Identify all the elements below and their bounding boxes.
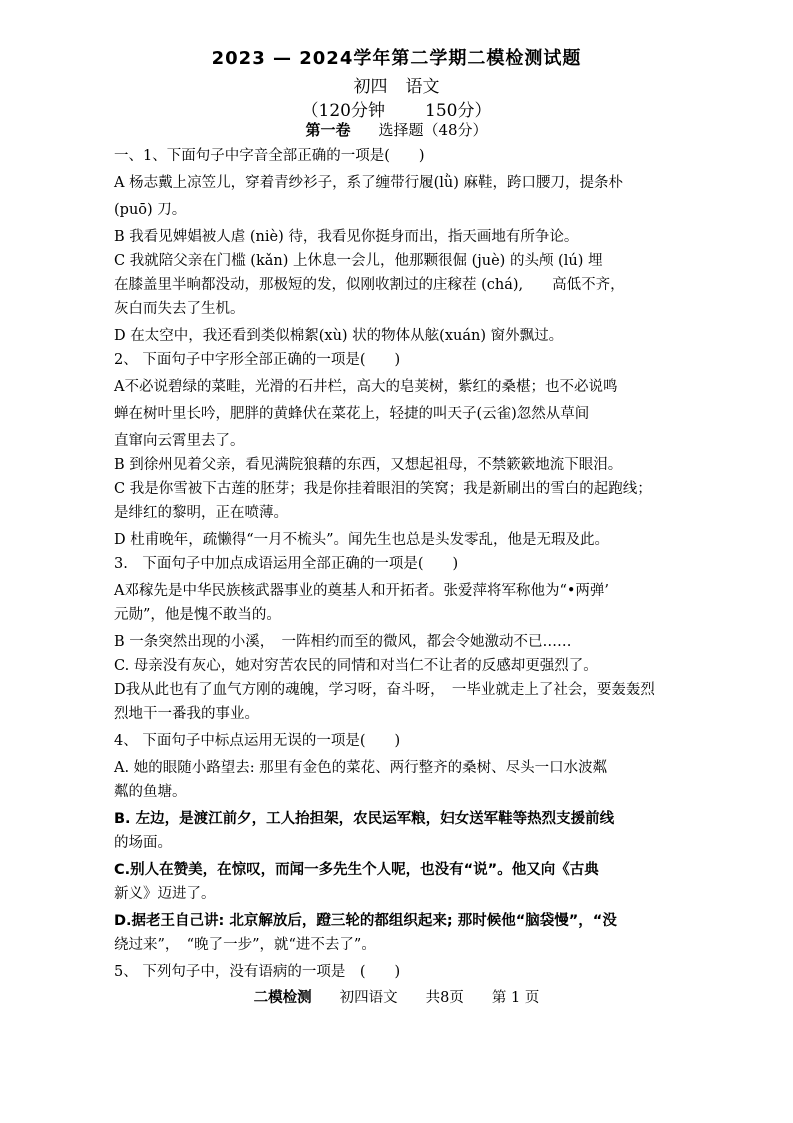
q3-option-a: A邓稼先是中华民族核武器事业的奠基人和开拓者。张爱萍将军称他为“•两弹’ xyxy=(114,583,610,599)
exam-score: 150分） xyxy=(425,101,492,121)
q2-stem: 2、 下面句子中字形全部正确的一项是( ) xyxy=(114,352,401,368)
q1-option-b: B 我看见婢娼被人虐 (niè) 待，我看见你挺身而出，指天画地有所争论。 xyxy=(114,229,579,245)
q4-option-a-cont: 粼的鱼塘。 xyxy=(114,784,187,800)
footer-page-number: 第 1 页 xyxy=(491,990,540,1006)
q4-stem: 4、 下面句子中标点运用无误的一项是( ) xyxy=(114,733,401,749)
exam-title: 2023 — 2024学年第二学期二模检测试题 xyxy=(211,48,582,69)
time-score xyxy=(0,96,793,121)
subject: 语文 xyxy=(405,77,440,97)
q2-option-b: B 到徐州见着父亲，看见满院狼藉的东西，又想起祖母，不禁簌簌地流下眼泪。 xyxy=(114,457,623,473)
q2-option-c: C 我是你雪被下古莲的胚芽；我是你挂着眼泪的笑窝；我是新刷出的雪白的起跑线； xyxy=(114,481,652,497)
q1-stem: 一、1、下面句子中字音全部正确的一项是( ) xyxy=(114,148,425,164)
section-label: 第一卷 xyxy=(305,121,351,139)
q2-option-a: A不必说碧绿的菜畦，光滑的石井栏，高大的皂荚树，紫红的桑椹；也不必说鸣 xyxy=(114,379,618,395)
q1-option-c-cont2: 灰白而失去了生机。 xyxy=(114,301,245,317)
grade-subject xyxy=(0,72,793,97)
q4-option-a: A. 她的眼随小路望去: 那里有金色的菜花、两行整齐的桑树、尽头一口水波粼 xyxy=(114,760,608,776)
q4-option-d: D.据老王自己讲: 北京解放后，蹬三轮的都组织起来; 那时候他“脑袋慢”，“没 xyxy=(114,913,617,929)
q3-option-b: B 一条突然出现的小溪， 一阵相约而至的微风，都会令她激动不已…… xyxy=(114,634,572,650)
q2-option-c-cont: 是绯红的黎明，正在喷薄。 xyxy=(114,505,288,521)
q1-option-d: D 在太空中，我还看到类似棉絮(xù) 状的物体从舷(xuán) 窗外飘过。 xyxy=(114,328,564,344)
footer-subject: 初四语文 xyxy=(339,990,398,1006)
q2-option-d: D 杜甫晚年，疏懒得“一月不梳头”。闻先生也总是头发零乱，他是无瑕及此。 xyxy=(114,532,610,548)
exam-time: （120分钟 xyxy=(301,101,385,121)
section-heading xyxy=(0,119,793,140)
q3-option-c: C. 母亲没有灰心，她对穷苦农民的同情和对当仁不让者的反感却更强烈了。 xyxy=(114,658,598,674)
q1-option-a-cont: (puō) 刀。 xyxy=(114,202,187,218)
q2-option-a-cont: 蝉在树叶里长吟，肥胖的黄蜂伏在菜花上，轻捷的叫天子(云雀)忽然从草间 xyxy=(114,406,590,422)
q1-option-c-cont: 在膝盖里半晌都没动，那极短的发，似刚收割过的庄稼茬 (chá), 高低不齐， xyxy=(114,277,625,293)
footer-exam-name: 二模检测 xyxy=(253,990,312,1006)
q2-option-a-cont2: 直窜向云霄里去了。 xyxy=(114,433,245,449)
question-body xyxy=(114,144,744,984)
q3-option-a-cont: 元勋”，他是愧不敢当的。 xyxy=(114,607,281,623)
q4-option-c: C.别人在赞美，在惊叹，而闻一多先生个人呢，也没有“说”。他又向《古典 xyxy=(114,862,599,878)
page-footer xyxy=(0,986,793,1007)
q1-option-c: C 我就陪父亲在门槛 (kǎn) 上休息一会儿，他那颗很倔 (juè) 的头颅 (lú) 埋 xyxy=(114,253,603,269)
q5-stem: 5、 下列句子中，没有语病的一项是 ( ) xyxy=(114,964,401,980)
q3-option-d: D我从此也有了血气方刚的魂魄，学习呀，奋斗呀， 一毕业就走上了社会，要轰轰烈 xyxy=(114,682,655,698)
q4-option-d-cont: 绕过来”， “晚了一步”，就“进不去了”。 xyxy=(114,937,376,953)
q4-option-b-cont: 的场面。 xyxy=(114,835,172,851)
q4-option-c-cont: 新义》迈进了。 xyxy=(114,886,216,902)
section-desc: 选择题（48分） xyxy=(378,121,488,139)
q3-option-d-cont: 烈地干一番我的事业。 xyxy=(114,706,259,722)
q1-option-a: A 杨志戴上凉笠儿，穿着青纱衫子，系了缠带行履(lǜ) 麻鞋，跨口腰刀，提条朴 xyxy=(114,175,623,191)
q3-stem: 3. 下面句子中加点成语运用全部正确的一项是( ) xyxy=(114,556,459,572)
grade: 初四 xyxy=(353,77,388,97)
footer-total-pages: 共8页 xyxy=(425,990,464,1006)
q4-option-b: B. 左边，是渡江前夕，工人抬担架，农民运军粮，妇女送军鞋等热烈支援前线 xyxy=(114,811,615,827)
